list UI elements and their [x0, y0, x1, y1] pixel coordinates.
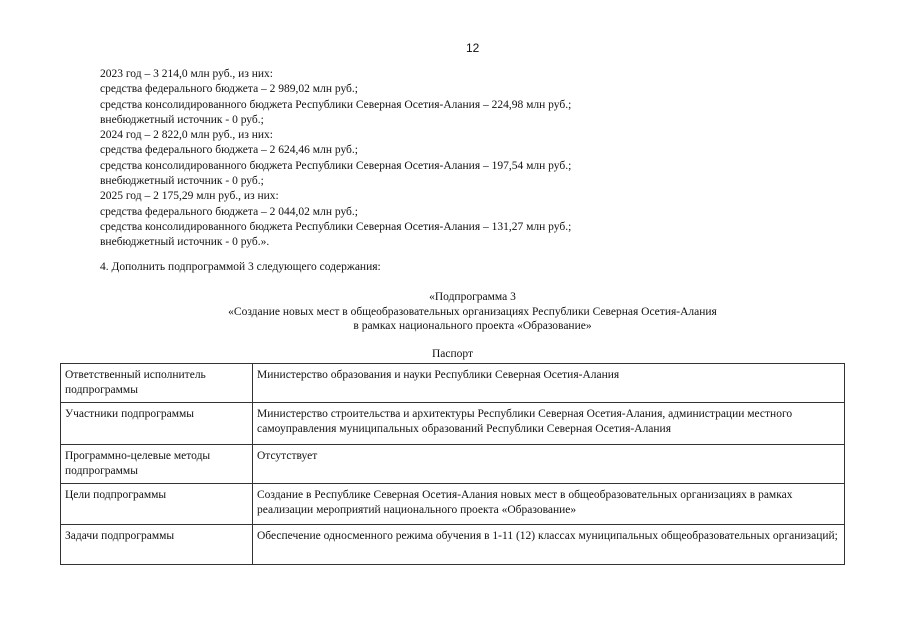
passport-table: [60, 363, 845, 565]
table-cell-value: Создание в Республике Северная Осетия-Алания новых мест в общеобразовательных организациях в рамках реализации мероприятий национального проекта «Образование»: [253, 484, 845, 525]
table-cell-label: Задачи подпрограммы: [61, 525, 253, 565]
funding-line: 2024 год – 2 822,0 млн руб., из них:: [100, 129, 273, 142]
heading-line: «Создание новых мест в общеобразовательных организациях Республики Северная Осетия-Алания: [228, 305, 717, 318]
table-cell-label: Ответственный исполнитель подпрограммы: [61, 364, 253, 403]
table-cell-value: Министерство образования и науки Республики Северная Осетия-Алания: [253, 364, 845, 403]
table-cell-label: Программно-целевые методы подпрограммы: [61, 445, 253, 484]
funding-line: внебюджетный источник - 0 руб.;: [100, 113, 264, 126]
table-cell-label: Цели подпрограммы: [61, 484, 253, 525]
passport-title: Паспорт: [431, 348, 474, 360]
table-row: [61, 445, 845, 484]
funding-line: средства федерального бюджета – 2 044,02 млн руб.;: [100, 205, 358, 218]
table-row: [61, 403, 845, 445]
table-cell-value: Министерство строительства и архитектуры Республики Северная Осетия-Алания, администрации местного самоуправления муниципальных образований Республики Северная Осетия-Алания: [253, 403, 845, 445]
funding-line: 2025 год – 2 175,29 млн руб., из них:: [100, 190, 279, 203]
funding-line: средства консолидированного бюджета Республики Северная Осетия-Алания – 197,54 млн руб.;: [100, 159, 572, 172]
funding-paragraph: [100, 67, 800, 251]
funding-line: внебюджетный источник - 0 руб.».: [100, 236, 270, 249]
funding-line: средства консолидированного бюджета Республики Северная Осетия-Алания – 131,27 млн руб.;: [100, 220, 572, 233]
funding-line: средства федерального бюджета – 2 989,02 млн руб.;: [100, 83, 358, 96]
funding-line: внебюджетный источник - 0 руб.;: [100, 175, 264, 188]
page-number: 12: [466, 41, 480, 55]
table-row: [61, 364, 845, 403]
table-cell-value: Отсутствует: [253, 445, 845, 484]
table-cell-value: Обеспечение односменного режима обучения в 1-11 (12) классах муниципальных общеобразовательных организаций;: [253, 525, 845, 565]
funding-line: средства консолидированного бюджета Республики Северная Осетия-Алания – 224,98 млн руб.;: [100, 98, 572, 111]
heading-line: в рамках национального проекта «Образование»: [353, 320, 592, 332]
funding-line: 2023 год – 3 214,0 млн руб., из них:: [100, 68, 273, 80]
heading-line: «Подпрограмма 3: [429, 291, 516, 303]
table-cell-label: Участники подпрограммы: [61, 403, 253, 445]
instruction-text: 4. Дополнить подпрограммой 3 следующего содержания:: [100, 261, 381, 273]
table-row: [61, 525, 845, 565]
funding-line: средства федерального бюджета – 2 624,46 млн руб.;: [100, 144, 358, 157]
subprogram-heading: [100, 290, 845, 334]
table-row: [61, 484, 845, 525]
